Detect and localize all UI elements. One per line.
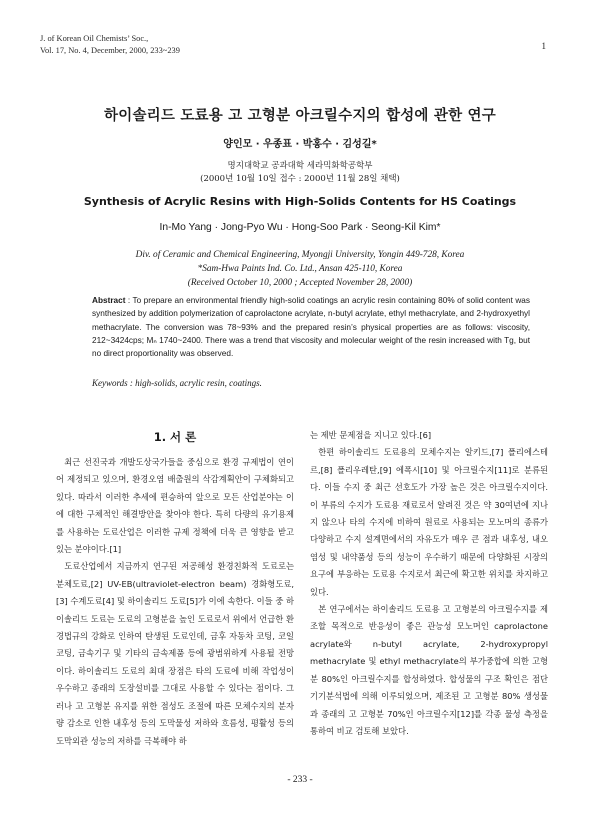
abstract-text: : To prepare an environmental friendly high-solid coatings an acrylic resin containing 80% of solid content was synthesized by addition polymerization of caprolactone acrylate, n-butyl acrylate, ethyl methacrylate, and 2-hydroxyethyl methacrylate. The conversion was 78~93% and the prepared resin’s physical properties are as follows: viscosity, 212~3424cps; Mₙ 1740~2400. There was a trend that viscosity and molecular weight of the resin increased with Tg, but no direct proportionality was observed. — [92, 296, 530, 359]
korean-affiliation-line-1: 명지대학교 공과대학 세라믹화학공학부 — [227, 161, 373, 171]
paragraph: 본 연구에서는 하이솔리드 도료용 고 고형분의 아크릴수지를 제조할 목적으로 반응성이 좋은 관능성 모노머인 caprolactone acrylate와 n-butyl acrylate, 2-hydroxypropyl methacrylate 및 ethyl methacrylate의 부가중합에 의한 고형분 80%인 아크릴수지를 합성하였다. 합성물의 구조 확인은 점단 기기분석법에 의해 이루되었으며, 제조된 고 고형분 80% 생성물과 종래의 고 고형분 70%인 아크릴수지[12]를 각종 물성 측정을 통하여 비교 검토해 보았다. — [310, 604, 548, 736]
footer-page-number: - 233 - — [287, 775, 313, 785]
body-column-left — [56, 427, 294, 750]
page-number: 1 — [541, 41, 546, 51]
paragraph: 최근 선진국과 개발도상국가들을 중심으로 환경 규제법이 연이어 제정되고 있으며, 환경오염 배출원의 삭감계획안이 구체화되고 있다. 따라서 이러한 추세에 편승하여 앞으로 모든 산업분야는 이에 대한 구체적인 해결방안을 찾아야 한다. 특히 다량의 유기용제를 사용하는 도료산업은 이러한 규제 정책에 더욱 큰 영향을 받고 있는 분야이다.[1] — [56, 457, 294, 555]
keywords-label: Keywords — [92, 378, 128, 388]
english-affiliation-line-2: *Sam-Hwa Paints Ind. Co. Ltd., Ansan 425-110, Korea — [197, 263, 403, 274]
abstract-label: Abstract — [92, 296, 126, 305]
english-authors: In-Mo Yang · Jong-Pyo Wu · Hong-Soo Park · Seong-Kil Kim* — [159, 222, 441, 233]
paragraph: 도료산업에서 지금까지 연구된 저공해성 환경친화적 도료로는 분체도료,[2] UV-EB(ultraviolet-electron beam) 경화형도료,[3] 수계도료[4] 및 하이솔리드 도료[5]가 이에 속한다. 이들 중 하이솔리드 도료는 도료의 고형분을 높인 도료로서 위에서 언급한 환경법규의 강화로 인하여 탄생된 도료인데, 금후 자동차 코팅, 코일 코팅, 금속기구 및 기타의 금속제품 등에 광범위하게 사용될 전망이다. 하이솔리드 도료의 최대 장점은 타의 도료에 비해 작업성이 우수하고 종래의 도장설비를 그대로 사용할 수 있다는 점이다. 그러나 고 고형분 유지를 위한 점성도 조절에 따른 모체수지의 분자량 감소로 인한 내후성 등의 도막물성 저하와 흐름성, 평활성 등의 도막외관 성능의 저하를 극복해야 하 — [56, 561, 294, 746]
body-column-right — [310, 427, 548, 740]
paragraph: 는 제반 문제점을 지니고 있다.[6] — [310, 430, 432, 440]
abstract — [92, 294, 530, 360]
korean-received-dates: (2000년 10월 10일 접수 : 2000년 11월 28일 채택) — [200, 174, 400, 184]
journal-header — [40, 33, 180, 57]
paragraph: 한편 하이솔리드 도료용의 모체수지는 알키드,[7] 폴리에스테르,[8] 폴리우레탄,[9] 에폭시[10] 및 아크릴수지[11]로 분류된다. 이들 수지 중 최근 선호도가 가장 높은 것은 아크릴수지이다. 이 부류의 수지가 도료용 재료로서 알려진 것은 약 30여년에 지나지 않으나 타의 수지에 비하여 원료로 사용되는 모노머의 종류가 다양하고 수지 설계면에서의 자유도가 매우 큰 점과 내후성, 내오염성 및 내약품성 등의 성능이 우수하기 때문에 다양화된 시장의 요구에 부응하는 도료용 수지로서 최근에 확고한 위치를 차지하고 있다. — [310, 447, 548, 597]
english-affiliation — [0, 249, 600, 290]
keywords — [92, 378, 530, 388]
korean-authors: 양인모 · 우종표 · 박홍수 · 김성길* — [223, 139, 377, 150]
journal-line-2: Vol. 17, No. 4, December, 2000, 233~239 — [40, 46, 180, 55]
journal-line-1: J. of Korean Oil Chemists’ Soc., — [40, 34, 149, 43]
english-affiliation-line-1: Div. of Ceramic and Chemical Engineering, Myongji University, Yongin 449-728, Korea — [135, 250, 465, 260]
section-heading-introduction: 1. 서 론 — [153, 430, 197, 444]
korean-title: 하이솔리드 도료용 고 고형분 아크릴수지의 합성에 관한 연구 — [104, 108, 496, 124]
korean-affiliation — [0, 160, 600, 186]
english-title: Synthesis of Acrylic Resins with High-Solids Contents for HS Coatings — [83, 195, 517, 208]
english-received-dates: (Received October 10, 2000 ; Accepted November 28, 2000) — [187, 277, 413, 288]
keywords-text: : high-solids, acrylic resin, coatings. — [127, 378, 262, 388]
